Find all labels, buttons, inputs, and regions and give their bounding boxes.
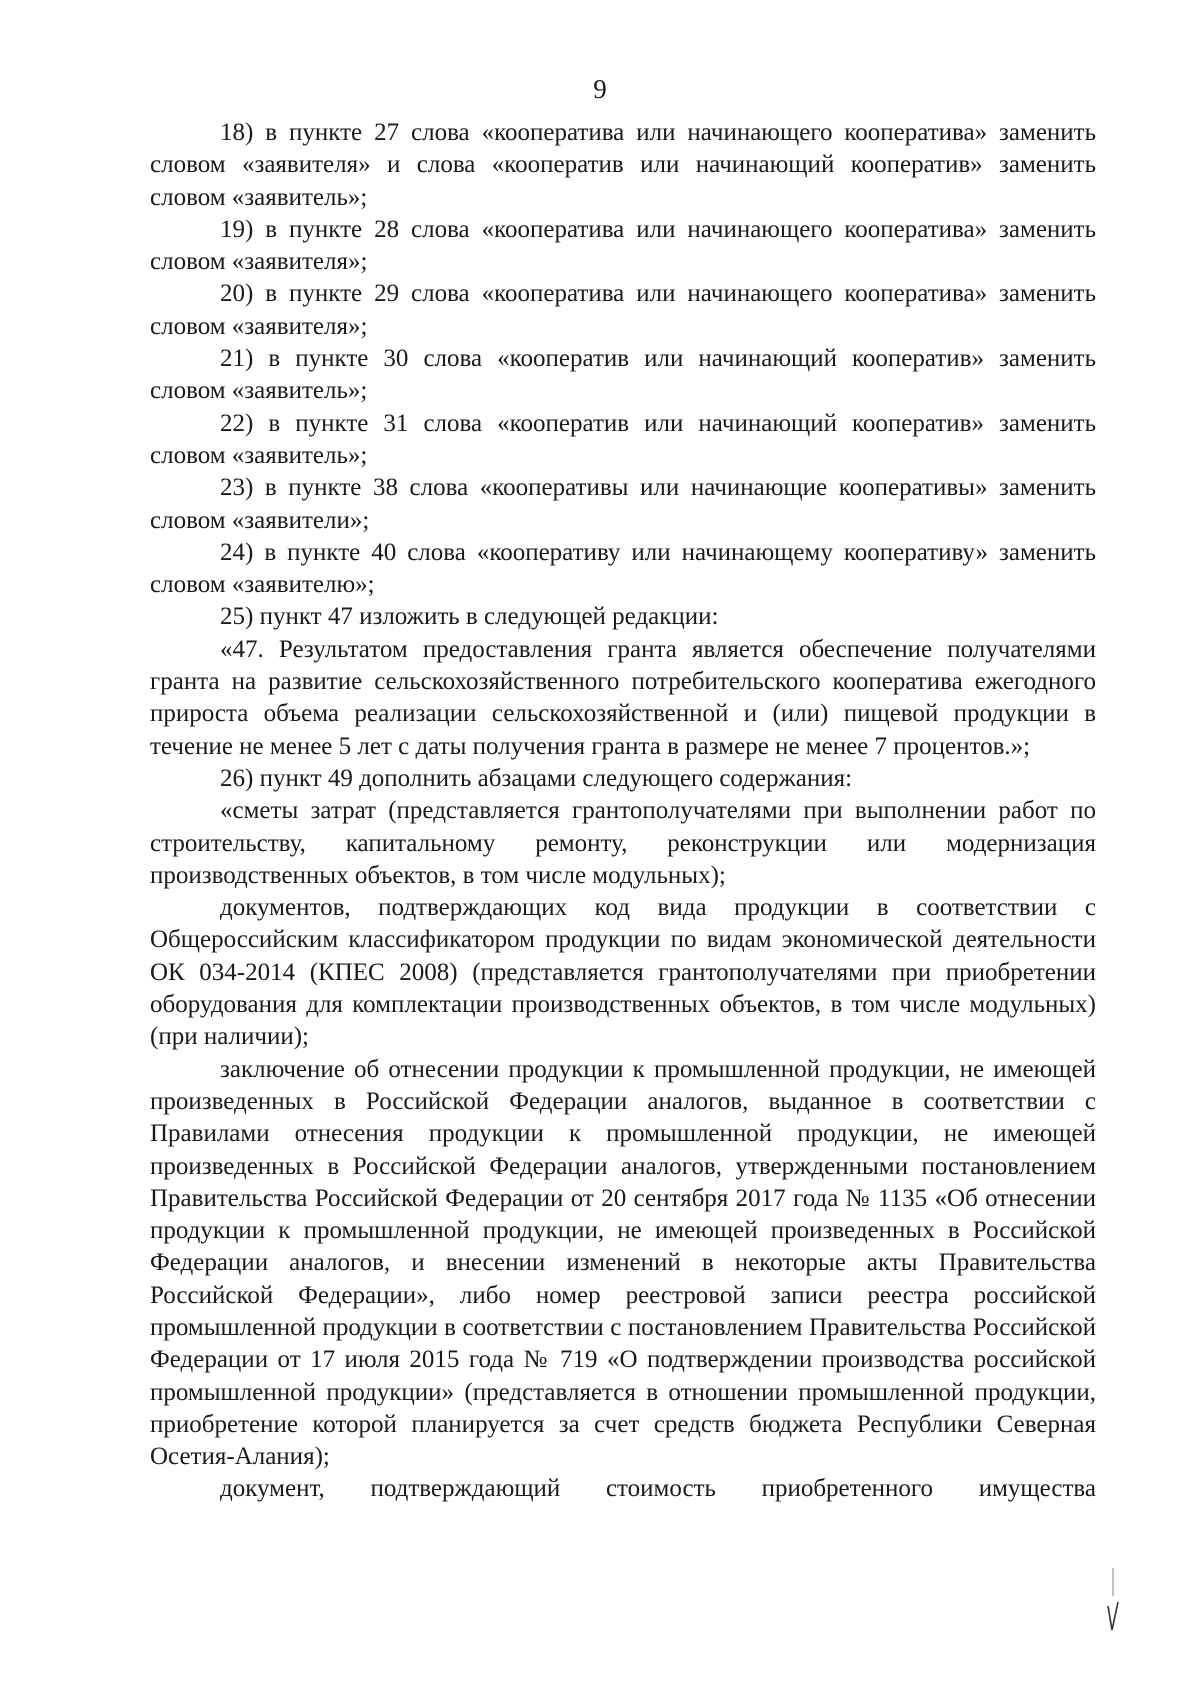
paragraph-item-25: 25) пункт 47 изложить в следующей редакции:	[220, 603, 719, 631]
page-number: 9	[593, 74, 607, 104]
paragraph-product-code-documents: документов, подтверждающих код вида продукции в соответствии с Общероссийским классификатором продукции по видам экономической деятельности ОК 034-2014 (КПЕС 2008) (представляется грантополучателями при приобретении оборудования для комплектации производственных объектов, в том числе модульных) (при наличии);	[150, 894, 1096, 1051]
document-body	[150, 117, 1096, 1506]
paragraph-cost-document: документ, подтверждающий стоимость приобретенного имущества	[220, 1475, 1096, 1503]
paragraph-item-22: 22) в пункте 31 слова «кооператив или начинающий кооператив» заменить словом «заявитель»;	[150, 409, 1096, 469]
paragraph-item-24: 24) в пункте 40 слова «кооперативу или начинающему кооперативу» заменить словом «заявителю»;	[150, 538, 1096, 599]
paragraph-cost-estimates: «сметы затрат (представляется грантополучателями при выполнении работ по строительству, капитальному ремонту, реконструкции или модернизация производственных объектов, в том числе модульных);	[150, 797, 1096, 889]
paragraph-item-21: 21) в пункте 30 слова «кооператив или начинающий кооператив» заменить словом «заявитель»;	[150, 345, 1096, 405]
paragraph-item-20: 20) в пункте 29 слова «кооператива или начинающего кооператива» заменить словом «заявителя»;	[150, 280, 1096, 340]
paragraph-item-18: 18) в пункте 27 слова «кооператива или начинающего кооператива» заменить словом «заявителя» и слова «кооператив или начинающий кооператив» заменить словом «заявитель»;	[150, 119, 1096, 211]
paragraph-industrial-product-conclusion: заключение об отнесении продукции к промышленной продукции, не имеющей произведенных в Российской Федерации аналогов, выданное в соответствии с Правилами отнесения продукции к промышленной продукции, не имеющей произведенных в Российской Федерации аналогов, утвержденными постановлением Правительства Российской Федерации от 20 сентября 2017 года № 1135 «Об отнесении продукции к промышленной продукции, не имеющей произведенных в Российской Федерации аналогов, и внесении изменений в некоторые акты Правительства Российской Федерации», либо номер реестровой записи реестра российской промышленной продукции в соответствии с постановлением Правительства Российской Федерации от 17 июля 2015 года № 719 «О подтверждении производства российской промышленной продукции» (представляется в отношении промышленной продукции, приобретение которой планируется за счет средств бюджета Республики Северная Осетия-Алания);	[150, 1055, 1096, 1471]
paragraph-item-26: 26) пункт 49 дополнить абзацами следующего содержания:	[220, 764, 853, 792]
initials-mark	[1106, 1566, 1120, 1636]
paragraph-point-47-text: «47. Результатом предоставления гранта является обеспечение получателями гранта на развитие сельскохозяйственного потребительского кооператива ежегодного прироста объема реализации сельскохозяйственной и (или) пищевой продукции в течение не менее 5 лет с даты получения гранта в размере не менее 7 процентов.»;	[150, 635, 1096, 760]
paragraph-item-23: 23) в пункте 38 слова «кооперативы или начинающие кооперативы» заменить словом «заявители»;	[150, 474, 1096, 534]
paragraph-item-19: 19) в пункте 28 слова «кооператива или начинающего кооператива» заменить словом «заявителя»;	[150, 215, 1096, 276]
